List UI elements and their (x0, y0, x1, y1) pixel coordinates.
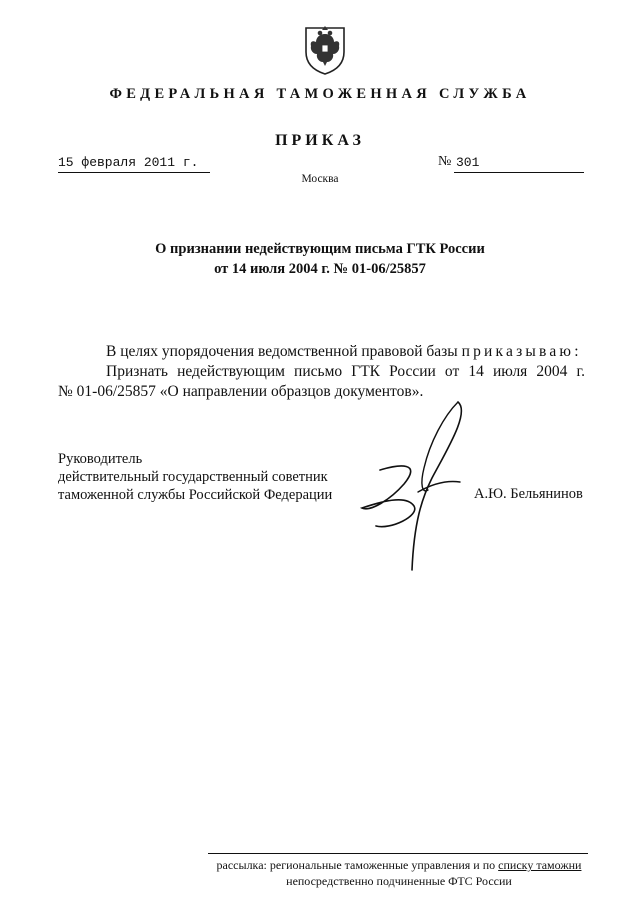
distribution-list-link: списку таможни (498, 858, 582, 872)
body-paragraph-1-text: В целях упорядочения ведомственной правовой базы (106, 343, 462, 360)
order-number: 301 (456, 155, 480, 170)
signatory-line-1: Руководитель (58, 451, 143, 467)
distribution-line-2: непосредственно подчиненные ФТС России (286, 874, 512, 888)
russian-coat-of-arms-icon (302, 22, 348, 76)
signatory-position (58, 450, 332, 504)
order-number-label: № (438, 154, 452, 169)
order-title-line-2: от 14 июля 2004 г. № 01-06/25857 (214, 261, 426, 277)
body-paragraph-1-end: : (574, 343, 579, 360)
agency-name: ФЕДЕРАЛЬНАЯ ТАМОЖЕННАЯ СЛУЖБА (109, 86, 531, 102)
document-type: ПРИКАЗ (275, 132, 365, 149)
body-paragraph-2: Признать недействующим письмо ГТК России от 14 июля 2004 г. (106, 363, 585, 380)
distribution-line-1 (200, 857, 598, 873)
order-title-line-1: О признании недействующим письма ГТК России (155, 241, 485, 257)
distribution-text: рассылка: региональные таможенные управления и по (216, 858, 499, 872)
order-verb-spaced: приказываю (461, 343, 575, 360)
body-paragraph-3: № 01-06/25857 «О направлении образцов документов». (58, 383, 424, 400)
body-paragraph-1 (58, 342, 585, 362)
footer-divider (208, 853, 588, 854)
handwritten-signature (340, 398, 490, 573)
signatory-line-3: таможенной службы Российской Федерации (58, 487, 333, 503)
signatory-line-2: действительный государственный советник (58, 469, 328, 485)
order-title (0, 239, 640, 279)
signer-name: А.Ю. Бельянинов (474, 486, 583, 502)
city: Москва (301, 173, 339, 185)
distribution-note (200, 857, 598, 889)
order-date: 15 февраля 2011 г. (58, 155, 199, 170)
